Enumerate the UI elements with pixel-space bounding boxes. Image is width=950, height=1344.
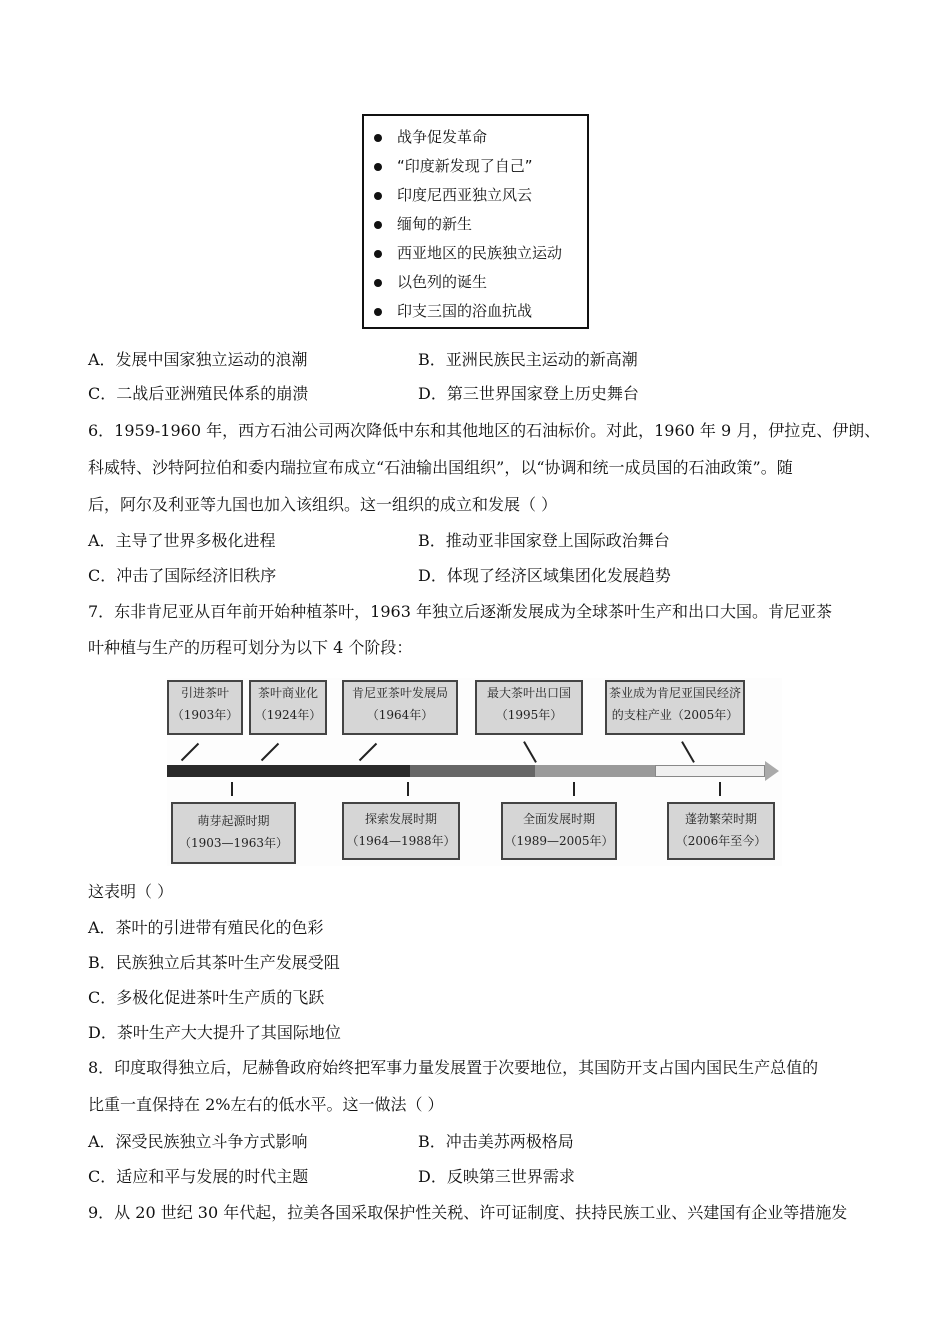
period-box xyxy=(171,802,296,864)
bullet-icon xyxy=(374,308,382,316)
option-d: D．体现了经济区域集团化发展趋势 xyxy=(418,566,671,585)
bullet-icon xyxy=(374,163,382,171)
question-6-text: 后，阿尔及利亚等九国也加入该组织。这一组织的成立和发展（ ） xyxy=(88,495,558,514)
event-box xyxy=(605,680,745,735)
period-bar-2 xyxy=(410,765,535,777)
period-years: （2006年至今） xyxy=(675,834,767,848)
option-a: A．茶叶的引进带有殖民化的色彩 xyxy=(88,918,324,937)
event-year: （1924年） xyxy=(254,708,322,722)
option-d: D．第三世界国家登上历史舞台 xyxy=(418,384,639,403)
arrow-icon xyxy=(719,782,721,796)
bullet-icon xyxy=(374,134,382,142)
event-box xyxy=(249,680,327,735)
period-years: （1989—2005年） xyxy=(504,834,614,848)
question-7-text: 7．东非肯尼亚从百年前开始种植茶叶，1963 年独立后逐渐发展成为全球茶叶生产和出口大国。肯尼亚茶 xyxy=(88,602,832,621)
option-c: C．多极化促进茶叶生产质的飞跃 xyxy=(88,988,325,1007)
list-item xyxy=(374,184,532,205)
question-7-text: 叶种植与生产的历程可划分为以下 4 个阶段： xyxy=(88,638,413,657)
period-bar-1 xyxy=(167,765,410,777)
event-title: 茶叶商业化 xyxy=(257,686,318,700)
period-title: 蓬勃繁荣时期 xyxy=(684,812,757,826)
event-box xyxy=(167,680,243,735)
arrow-icon xyxy=(681,741,695,763)
period-box xyxy=(501,802,617,860)
event-year: 的支柱产业（2005年） xyxy=(611,708,739,722)
period-bar-3 xyxy=(535,765,655,777)
arrow-icon xyxy=(231,782,233,796)
bullet-icon xyxy=(374,221,382,229)
list-item xyxy=(374,271,487,292)
option-c: C．冲击了国际经济旧秩序 xyxy=(88,566,277,585)
option-a: A．深受民族独立斗争方式影响 xyxy=(88,1132,308,1151)
arrow-icon xyxy=(573,782,575,796)
option-a: A．发展中国家独立运动的浪潮 xyxy=(88,350,308,369)
period-years: （1964—1988年） xyxy=(346,834,456,848)
item-text: 战争促发革命 xyxy=(397,128,488,146)
event-box xyxy=(475,680,583,735)
option-c: C．适应和平与发展的时代主题 xyxy=(88,1167,309,1186)
arrow-head-icon xyxy=(765,761,779,781)
option-b: B．民族独立后其茶叶生产发展受阻 xyxy=(88,953,340,972)
question-8-text: 8．印度取得独立后，尼赫鲁政府始终把军事力量发展置于次要地位，其国防开支占国内国民生产总值的 xyxy=(88,1058,819,1077)
arrow-icon xyxy=(261,743,279,761)
bullet-icon xyxy=(374,279,382,287)
period-years: （1903—1963年） xyxy=(178,836,289,850)
item-text: 印支三国的浴血抗战 xyxy=(397,302,533,320)
question-9-text: 9．从 20 世纪 30 年代起，拉美各国采取保护性关税、许可证制度、扶持民族工业、兴建国有企业等措施发 xyxy=(88,1203,848,1222)
event-year: （1903年） xyxy=(171,708,239,722)
arrow-icon xyxy=(407,782,409,796)
question-6-text: 科威特、沙特阿拉伯和委内瑞拉宣布成立“石油输出国组织”，以“协调和统一成员国的石油政策”。随 xyxy=(88,458,793,477)
period-title: 探索发展时期 xyxy=(364,812,437,826)
list-item xyxy=(374,126,487,147)
period-bar-4 xyxy=(655,765,765,777)
list-item xyxy=(374,242,562,263)
item-text: “印度新发现了自己” xyxy=(397,157,533,175)
item-text: 以色列的诞生 xyxy=(397,273,488,291)
item-text: 西亚地区的民族独立运动 xyxy=(397,244,563,262)
list-item xyxy=(374,155,533,176)
period-title: 萌芽起源时期 xyxy=(197,814,270,828)
period-box xyxy=(342,802,460,860)
question-8-text: 比重一直保持在 2%左右的低水平。这一做法（ ） xyxy=(88,1095,444,1114)
period-box xyxy=(667,802,775,860)
event-title: 茶业成为肯尼亚国民经济 xyxy=(608,686,741,700)
topic-list-box xyxy=(362,114,589,329)
item-text: 缅甸的新生 xyxy=(397,215,473,233)
option-b: B．推动亚非国家登上国际政治舞台 xyxy=(418,531,670,550)
option-b: B．亚洲民族民主运动的新高潮 xyxy=(418,350,638,369)
item-text: 印度尼西亚独立风云 xyxy=(397,186,533,204)
question-7-stem: 这表明（ ） xyxy=(88,882,174,901)
event-box xyxy=(342,680,458,735)
option-c: C．二战后亚洲殖民体系的崩溃 xyxy=(88,384,309,403)
event-title: 肯尼亚茶叶发展局 xyxy=(351,686,448,700)
question-6-text: 6．1959-1960 年，西方石油公司两次降低中东和其他地区的石油标价。对此，1960 年 9 月，伊拉克、伊朗、 xyxy=(88,421,881,440)
option-a: A．主导了世界多极化进程 xyxy=(88,531,276,550)
event-title: 引进茶叶 xyxy=(180,686,229,700)
event-year: （1964年） xyxy=(366,708,434,722)
event-year: （1995年） xyxy=(495,708,563,722)
arrow-icon xyxy=(359,743,377,761)
list-item xyxy=(374,213,472,234)
bullet-icon xyxy=(374,250,382,258)
option-d: D．反映第三世界需求 xyxy=(418,1167,575,1186)
event-title: 最大茶叶出口国 xyxy=(486,686,571,700)
period-title: 全面发展时期 xyxy=(522,812,595,826)
arrow-icon xyxy=(181,743,199,761)
option-b: B．冲击美苏两极格局 xyxy=(418,1132,574,1151)
tea-timeline-figure xyxy=(167,678,782,866)
list-item xyxy=(374,300,532,321)
arrow-icon xyxy=(523,741,537,763)
option-d: D．茶叶生产大大提升了其国际地位 xyxy=(88,1023,341,1042)
bullet-icon xyxy=(374,192,382,200)
